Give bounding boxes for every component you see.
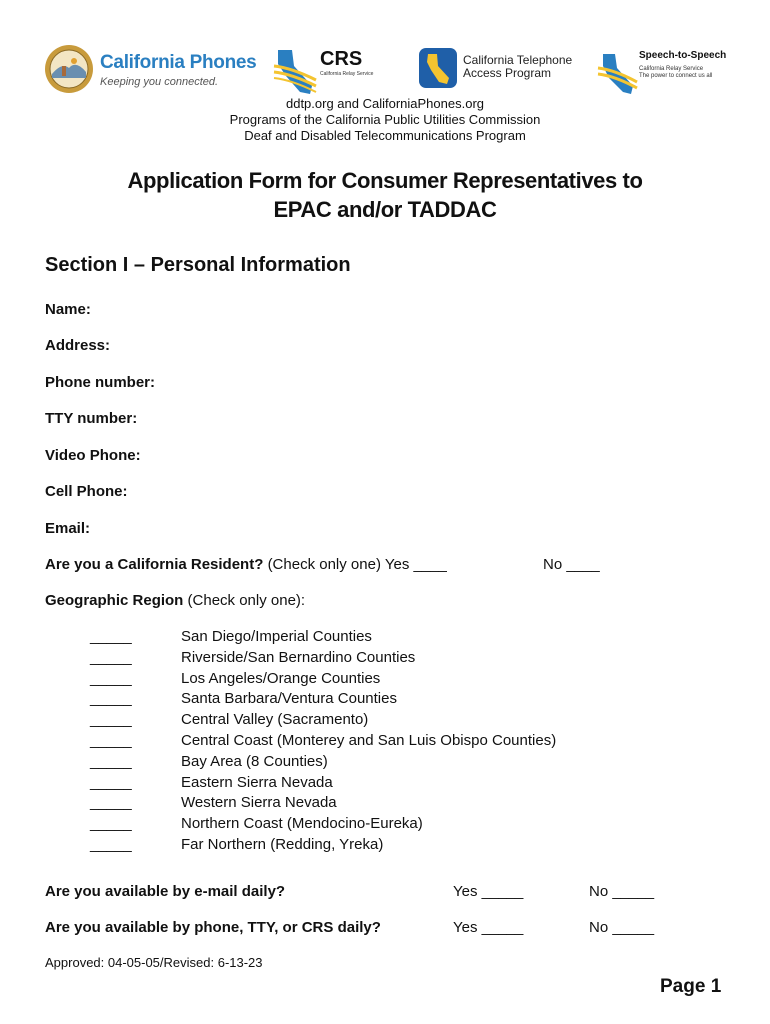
california-phones-name: California Phones (100, 52, 257, 73)
region-checkbox-blank[interactable]: _____ (90, 835, 132, 853)
form-title (0, 166, 770, 224)
sts-line1: California Relay Service (639, 66, 704, 72)
page-number: Page 1 (660, 976, 722, 997)
region-checkbox-blank[interactable]: _____ (90, 752, 132, 770)
program-info (0, 96, 770, 144)
region-name: Riverside/San Bernardino Counties (181, 648, 416, 666)
region-name: Eastern Sierra Nevada (181, 773, 333, 791)
region-checkbox-blank[interactable]: _____ (90, 669, 132, 687)
region-name: Bay Area (8 Counties) (181, 752, 328, 770)
resident-question-text: Are you a California Resident? (45, 556, 264, 573)
email-availability-no[interactable]: No _____ (589, 883, 655, 900)
phone-availability-yes[interactable]: Yes _____ (453, 919, 524, 936)
crs-title: CRS (320, 48, 363, 70)
region-name: Western Sierra Nevada (181, 794, 337, 812)
state-seal-icon (44, 44, 94, 94)
region-checkbox-blank[interactable]: _____ (90, 794, 132, 812)
region-checkbox-blank[interactable]: _____ (90, 731, 132, 749)
sts-line2: The power to connect us all (639, 73, 713, 79)
region-name: Santa Barbara/Ventura Counties (181, 690, 397, 708)
region-question (45, 592, 305, 609)
region-checkbox-blank[interactable]: _____ (90, 815, 132, 833)
email-label: Email: (45, 520, 91, 537)
region-checkbox-blank[interactable]: _____ (90, 628, 132, 645)
phone-availability-no[interactable]: No _____ (589, 919, 655, 936)
region-name: Central Coast (Monterey and San Luis Obispo Counties) (181, 731, 557, 749)
region-name: Central Valley (Sacramento) (181, 711, 369, 729)
ddtp-line: Deaf and Disabled Telecommunications Program (244, 128, 526, 143)
section-title: Section I – Personal Information (45, 254, 351, 276)
resident-no[interactable]: No ____ (543, 556, 600, 573)
region-checkbox-blank[interactable]: _____ (90, 690, 132, 708)
california-map-icon (597, 50, 639, 96)
tty-label: TTY number: (45, 410, 138, 427)
logo-row (44, 44, 734, 96)
email-availability-question: Are you available by e-mail daily? (45, 883, 286, 900)
crs-logo (272, 44, 382, 96)
approved-date: Approved: 04-05-05/Revised: 6-13-23 (45, 955, 263, 970)
ctap-logo (419, 44, 579, 96)
video-phone-label: Video Phone: (45, 447, 141, 464)
email-availability-yes[interactable]: Yes _____ (453, 883, 524, 900)
region-checkbox-blank[interactable]: _____ (90, 648, 132, 666)
websites-line: ddtp.org and CaliforniaPhones.org (285, 96, 485, 111)
form-title-line2: EPAC and/or TADDAC (273, 197, 497, 222)
region-name: Northern Coast (Mendocino-Eureka) (181, 815, 423, 833)
crs-subtitle: California Relay Service (320, 71, 374, 77)
programs-line: Programs of the California Public Utilities Commission (229, 112, 541, 127)
sts-logo (597, 44, 734, 96)
region-hint: (Check only one): (187, 592, 306, 609)
ctap-icon (419, 48, 457, 88)
region-name: Far Northern (Redding, Yreka) (181, 835, 384, 853)
resident-question (45, 556, 447, 573)
california-phones-tagline: Keeping you connected. (100, 76, 219, 88)
phone-availability-question: Are you available by phone, TTY, or CRS daily? (45, 919, 381, 936)
ctap-line1: California Telephone (463, 53, 573, 67)
address-label: Address: (45, 337, 111, 354)
sts-title: Speech-to-Speech (639, 50, 727, 61)
ctap-line2: Access Program (463, 66, 552, 80)
region-checkbox-blank[interactable]: _____ (90, 773, 132, 791)
region-name: San Diego/Imperial Counties (181, 628, 372, 645)
resident-yes[interactable]: (Check only one) Yes ____ (267, 556, 447, 573)
region-checkbox-blank[interactable]: _____ (90, 711, 132, 729)
form-title-line1: Application Form for Consumer Representatives to (127, 168, 643, 193)
phone-label: Phone number: (45, 374, 156, 391)
cell-phone-label: Cell Phone: (45, 483, 128, 500)
region-name: Los Angeles/Orange Counties (181, 669, 381, 687)
california-map-icon (272, 46, 320, 96)
region-label: Geographic Region (45, 592, 184, 609)
california-phones-logo (44, 44, 257, 96)
name-label: Name: (45, 301, 91, 318)
